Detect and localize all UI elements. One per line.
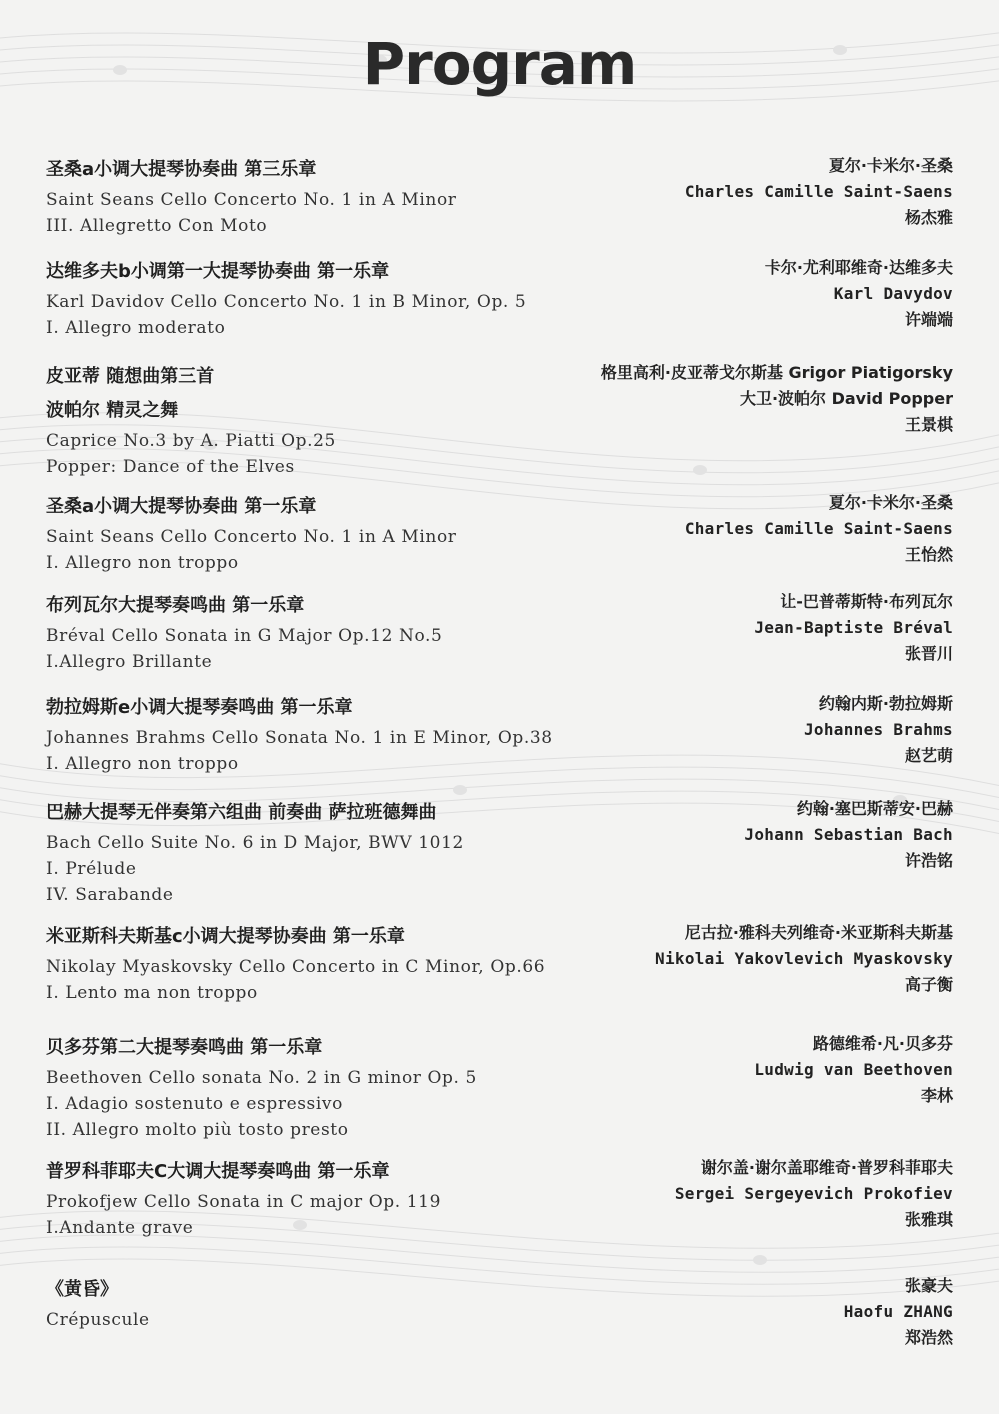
piece-title-zh: 布列瓦尔大提琴奏鸣曲 第一乐章 bbox=[46, 595, 305, 616]
performer-name: 张晋川 bbox=[904, 644, 953, 663]
piece-title-zh: 皮亚蒂 随想曲第三首 bbox=[46, 366, 215, 387]
piece-title-zh: 《黄昏》 bbox=[46, 1279, 118, 1300]
piece-title-zh: 圣桑a小调大提琴协奏曲 第一乐章 bbox=[46, 496, 317, 517]
composer-en: Johann Sebastian Bach bbox=[744, 825, 953, 844]
piece-title-en: Caprice No.3 by A. Piatti Op.25 bbox=[46, 431, 336, 451]
composer-zh: 约翰内斯·勃拉姆斯 bbox=[818, 694, 953, 713]
performer-name: 赵艺萌 bbox=[904, 746, 953, 765]
piece-title-en: Prokofjew Cello Sonata in C major Op. 119 bbox=[46, 1192, 441, 1212]
piece-title-en: Johannes Brahms Cello Sonata No. 1 in E Minor, Op.38 bbox=[46, 728, 553, 748]
composer-en: Nikolai Yakovlevich Myaskovsky bbox=[655, 949, 953, 968]
composer-en: Johannes Brahms bbox=[804, 720, 953, 739]
piece-title-en: Karl Davidov Cello Concerto No. 1 in B Minor, Op. 5 bbox=[46, 292, 527, 312]
performer-name: 许端端 bbox=[904, 310, 953, 329]
page-title: Program bbox=[362, 30, 637, 98]
composer-zh: 约翰·塞巴斯蒂安·巴赫 bbox=[796, 799, 953, 818]
movement: I. Allegro non troppo bbox=[46, 754, 239, 774]
piece-title-zh: 波帕尔 精灵之舞 bbox=[46, 400, 179, 421]
piece-title-en: Crépuscule bbox=[46, 1310, 150, 1330]
piece-title-zh: 米亚斯科夫斯基c小调大提琴协奏曲 第一乐章 bbox=[46, 926, 405, 947]
composer-zh: 路德维希·凡·贝多芬 bbox=[812, 1034, 953, 1053]
piece-title-zh: 普罗科菲耶夫C大调大提琴奏鸣曲 第一乐章 bbox=[46, 1161, 390, 1182]
composer-zh: 夏尔·卡米尔·圣桑 bbox=[828, 156, 953, 175]
piece-title-en: Nikolay Myaskovsky Cello Concerto in C Minor, Op.66 bbox=[46, 957, 546, 977]
performer-name: 王景棋 bbox=[904, 415, 953, 434]
composer-en: Haofu ZHANG bbox=[843, 1302, 953, 1321]
movement: I.Allegro Brillante bbox=[46, 652, 213, 672]
composer-en: Jean-Baptiste Bréval bbox=[754, 618, 953, 637]
piece-title-zh: 贝多芬第二大提琴奏鸣曲 第一乐章 bbox=[46, 1037, 323, 1058]
composer-zh: 夏尔·卡米尔·圣桑 bbox=[828, 493, 953, 512]
composer-en: Karl Davydov bbox=[833, 284, 953, 303]
movement: I. Allegro non troppo bbox=[46, 553, 239, 573]
movement: III. Allegretto Con Moto bbox=[46, 216, 268, 236]
composer-en: Sergei Sergeyevich Prokofiev bbox=[674, 1184, 953, 1203]
composer-line: 格里高利·皮亚蒂戈尔斯基 Grigor Piatigorsky bbox=[600, 363, 953, 382]
movement: I. Lento ma non troppo bbox=[46, 983, 258, 1003]
composer-line: 大卫·波帕尔 David Popper bbox=[739, 389, 953, 408]
movement: IV. Sarabande bbox=[46, 885, 174, 905]
composer-en: Ludwig van Beethoven bbox=[754, 1060, 953, 1079]
movement: I. Adagio sostenuto e espressivo bbox=[46, 1094, 343, 1114]
piece-title-en: Saint Seans Cello Concerto No. 1 in A Minor bbox=[46, 527, 457, 547]
movement: I.Andante grave bbox=[46, 1218, 194, 1238]
performer-name: 杨杰雅 bbox=[904, 208, 953, 227]
piece-title-en: Beethoven Cello sonata No. 2 in G minor Op. 5 bbox=[46, 1068, 477, 1088]
piece-title-en: Saint Seans Cello Concerto No. 1 in A Minor bbox=[46, 190, 457, 210]
performer-name: 王怡然 bbox=[904, 545, 953, 564]
performer-name: 许浩铭 bbox=[904, 851, 953, 870]
composer-zh: 张豪夫 bbox=[904, 1276, 953, 1295]
composer-zh: 让-巴普蒂斯特·布列瓦尔 bbox=[780, 592, 953, 611]
composer-zh: 谢尔盖·谢尔盖耶维奇·普罗科菲耶夫 bbox=[700, 1158, 953, 1177]
composer-en: Charles Camille Saint-Saens bbox=[684, 519, 953, 538]
movement: I. Allegro moderato bbox=[46, 318, 226, 338]
piece-title-en: Bréval Cello Sonata in G Major Op.12 No.5 bbox=[46, 626, 443, 646]
performer-name: 李林 bbox=[920, 1086, 953, 1105]
composer-zh: 尼古拉·雅科夫列维奇·米亚斯科夫斯基 bbox=[684, 923, 953, 942]
piece-title-zh: 巴赫大提琴无伴奏第六组曲 前奏曲 萨拉班德舞曲 bbox=[46, 802, 437, 823]
piece-title-zh: 圣桑a小调大提琴协奏曲 第三乐章 bbox=[46, 159, 317, 180]
piece-title-zh: 勃拉姆斯e小调大提琴奏鸣曲 第一乐章 bbox=[46, 697, 353, 718]
composer-zh: 卡尔·尤利耶维奇·达维多夫 bbox=[764, 258, 953, 277]
composer-en: Charles Camille Saint-Saens bbox=[684, 182, 953, 201]
performer-name: 高子衡 bbox=[904, 975, 953, 994]
performer-name: 郑浩然 bbox=[904, 1328, 953, 1347]
movement: II. Allegro molto più tosto presto bbox=[46, 1120, 349, 1140]
performer-name: 张雅琪 bbox=[904, 1210, 953, 1229]
piece-title-en: Bach Cello Suite No. 6 in D Major, BWV 1012 bbox=[46, 833, 464, 853]
piece-title-zh: 达维多夫b小调第一大提琴协奏曲 第一乐章 bbox=[46, 261, 390, 282]
piece-title-en: Popper: Dance of the Elves bbox=[46, 457, 295, 477]
movement: I. Prélude bbox=[46, 859, 137, 879]
